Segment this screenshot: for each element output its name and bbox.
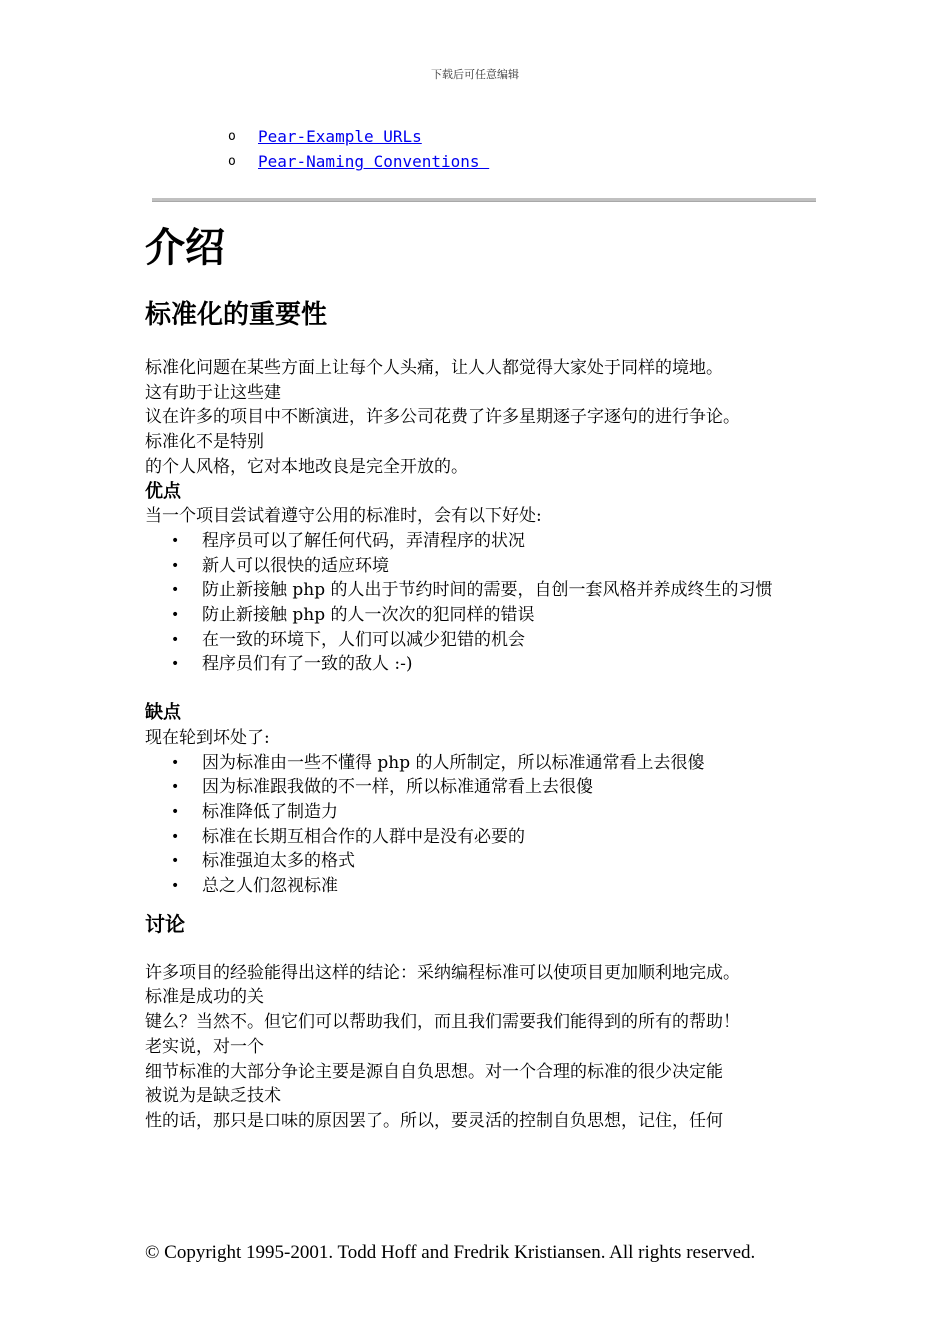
cons-heading: 缺点 — [145, 702, 181, 724]
discussion-heading: 讨论 — [145, 911, 185, 936]
list-item: • 程序员可以了解任何代码，弄清程序的状况 — [145, 529, 825, 554]
list-item: • 标准降低了制造力 — [145, 800, 825, 825]
discussion-line: 性的话，那只是口味的原因罢了。所以，要灵活的控制自负思想，记住，任何 — [145, 1110, 723, 1131]
list-item: • 新人可以很快的适应环境 — [145, 554, 825, 579]
section-heading: 标准化的重要性 — [145, 300, 328, 330]
toc-bullet: o — [228, 129, 236, 144]
list-item: • 防止新接触 php 的人一次次的犯同样的错误 — [145, 603, 825, 628]
intro-paragraph — [145, 356, 825, 480]
discussion-line: 细节标准的大部分争论主要是源自自负思想。对一个合理的标准的很少决定能 — [145, 1061, 723, 1082]
intro-line: 这有助于让这些建 — [145, 382, 281, 403]
discussion-line: 许多项目的经验能得出这样的结论：采纳编程标准可以使项目更加顺利地完成。 — [145, 962, 740, 983]
toc-link-example-urls[interactable]: Pear-Example URLs — [258, 127, 422, 146]
copyright-footer: © Copyright 1995-2001. Todd Hoff and Fredrik Kristiansen. All rights reserved. — [145, 1242, 756, 1263]
toc-item — [228, 124, 489, 149]
list-item: • 因为标准由一些不懂得 php 的人所制定，所以标准通常看上去很傻 — [145, 751, 825, 776]
discussion-line: 标准是成功的关 — [145, 987, 264, 1008]
discussion-line: 键么？当然不。但它们可以帮助我们，而且我们需要我们能得到的所有的帮助！ — [145, 1012, 740, 1033]
cons-lead: 现在轮到坏处了: — [145, 727, 270, 748]
discussion-line: 被说为是缺乏技术 — [145, 1086, 281, 1107]
list-item: • 程序员们有了一致的敌人 :-) — [145, 652, 825, 677]
horizontal-rule — [152, 198, 816, 202]
list-item: • 标准在长期互相合作的人群中是没有必要的 — [145, 825, 825, 850]
pros-heading: 优点 — [145, 480, 181, 502]
toc-link-naming-conventions[interactable]: Pear-Naming Conventions — [258, 152, 490, 171]
cons-list — [145, 751, 825, 899]
intro-line: 标准化不是特别 — [145, 432, 264, 453]
pros-list — [145, 529, 825, 677]
list-item: • 防止新接触 php 的人出于节约时间的需要，自创一套风格并养成终生的习惯 — [145, 578, 825, 603]
intro-line: 议在许多的项目中不断演进，许多公司花费了许多星期逐子字逐句的进行争论。 — [145, 407, 740, 428]
toc-item — [228, 149, 489, 174]
list-item: • 总之人们忽视标准 — [145, 874, 825, 899]
list-item: • 标准强迫太多的格式 — [145, 849, 825, 874]
toc-bullet: o — [228, 154, 236, 169]
toc-list — [228, 124, 489, 174]
intro-line: 标准化问题在某些方面上让每个人头痛，让人人都觉得大家处于同样的境地。 — [145, 358, 723, 378]
main-content — [145, 222, 825, 1134]
list-item: • 因为标准跟我做的不一样，所以标准通常看上去很傻 — [145, 775, 825, 800]
intro-line: 的个人风格，它对本地改良是完全开放的。 — [145, 456, 468, 477]
pros-lead: 当一个项目尝试着遵守公用的标准时，会有以下好处: — [145, 506, 542, 527]
header-note: 下载后可任意编辑 — [431, 68, 519, 81]
discussion-line: 老实说，对一个 — [145, 1036, 264, 1057]
discussion-paragraph — [145, 961, 825, 1134]
list-item: • 在一致的环境下，人们可以减少犯错的机会 — [145, 628, 825, 653]
page-title: 介绍 — [145, 224, 225, 271]
